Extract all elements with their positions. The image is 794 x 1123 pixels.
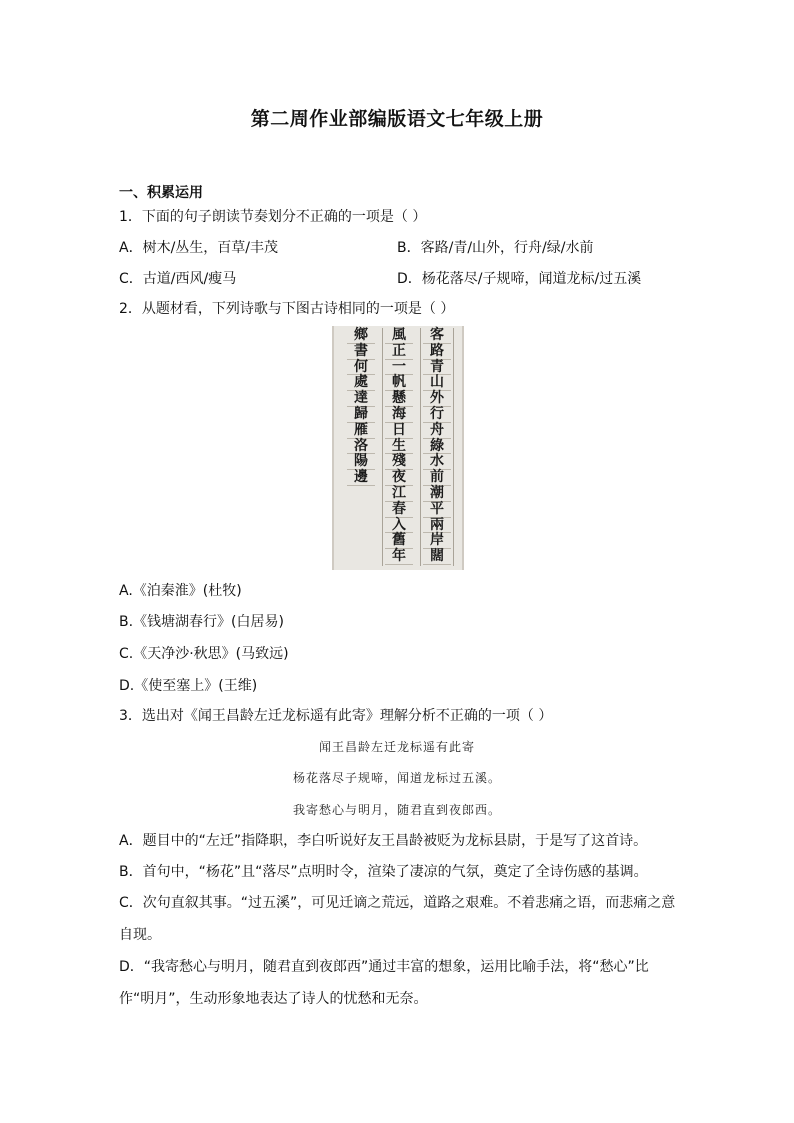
question-2-stem: 2．从题材看，下列诗歌与下图古诗相同的一项是（ ） (119, 301, 455, 317)
calligraphy-character: 江 (385, 486, 413, 502)
calligraphy-character: 路 (423, 344, 451, 360)
calligraphy-character: 陽 (347, 454, 375, 470)
section-heading: 一、积累运用 (119, 185, 203, 201)
calligraphy-character: 平 (423, 502, 451, 518)
calligraphy-character: 達 (347, 391, 375, 407)
calligraphy-character: 春 (385, 502, 413, 518)
calligraphy-character: 前 (423, 470, 451, 486)
question-1-option-a: A．树木/丛生，百草/丰茂 (119, 240, 279, 256)
calligraphy-character: 書 (347, 344, 375, 360)
calligraphy-character: 水 (423, 454, 451, 470)
question-1-option-d: D．杨花落尽/子规啼，闻道龙标/过五溪 (397, 271, 642, 287)
page-title: 第二周作业部编版语文七年级上册 (250, 108, 544, 130)
question-3-option-b: B．首句中，“杨花”且“落尽”点明时令，渲染了凄凉的气氛，奠定了全诗伤感的基调。 (119, 864, 648, 880)
calligraphy-poem-image (332, 326, 464, 570)
calligraphy-character: 帆 (385, 375, 413, 391)
calligraphy-character: 山 (423, 375, 451, 391)
calligraphy-character: 外 (423, 391, 451, 407)
poem-title: 闻王昌龄左迁龙标遥有此寄 (318, 740, 475, 754)
question-3-stem: 3．选出对《闻王昌龄左迁龙标遥有此寄》理解分析不正确的一项（ ） (119, 708, 553, 724)
poem-line-2: 我寄愁心与明月，随君直到夜郎西。 (292, 803, 501, 817)
calligraphy-character: 歸 (347, 407, 375, 423)
calligraphy-character: 處 (347, 375, 375, 391)
column-divider (382, 328, 383, 566)
calligraphy-character: 綠 (423, 439, 451, 455)
calligraphy-character: 風 (385, 328, 413, 344)
question-1-option-c: C．古道/西风/瘦马 (119, 271, 237, 287)
calligraphy-column-1 (422, 328, 452, 565)
calligraphy-character: 客 (423, 328, 451, 344)
calligraphy-character: 兩 (423, 518, 451, 534)
calligraphy-character: 洛 (347, 439, 375, 455)
calligraphy-character: 雁 (347, 423, 375, 439)
calligraphy-character: 正 (385, 344, 413, 360)
question-1-stem: 1．下面的句子朗读节奏划分不正确的一项是（ ） (119, 209, 427, 225)
calligraphy-character: 何 (347, 360, 375, 376)
calligraphy-character: 舊 (385, 533, 413, 549)
question-3-option-d: D．“我寄愁心与明月，随君直到夜郎西”通过丰富的想象，运用比喻手法，将“愁心”比作“明月”，生动形象地表达了诗人的忧愁和无奈。 (119, 959, 649, 1007)
calligraphy-character: 海 (385, 407, 413, 423)
calligraphy-character: 闊 (423, 549, 451, 565)
calligraphy-column-2 (384, 328, 414, 565)
calligraphy-character: 殘 (385, 454, 413, 470)
calligraphy-character: 年 (385, 549, 413, 565)
question-2-option-c: C.《天净沙·秋思》(马致远) (119, 646, 289, 662)
question-1-option-b: B．客路/青/山外，行舟/绿/水前 (397, 240, 594, 256)
calligraphy-character: 岸 (423, 533, 451, 549)
calligraphy-character: 日 (385, 423, 413, 439)
calligraphy-character: 青 (423, 360, 451, 376)
calligraphy-character: 一 (385, 360, 413, 376)
calligraphy-character: 夜 (385, 470, 413, 486)
column-divider (453, 328, 454, 566)
question-2-option-a: A.《泊秦淮》(杜牧) (119, 583, 242, 599)
calligraphy-character: 懸 (385, 391, 413, 407)
question-3-option-a: A．题目中的“左迁”指降职，李白听说好友王昌龄被贬为龙标县尉，于是写了这首诗。 (119, 833, 648, 849)
column-divider (420, 328, 421, 566)
calligraphy-character: 潮 (423, 486, 451, 502)
calligraphy-character: 行 (423, 407, 451, 423)
calligraphy-character: 鄉 (347, 328, 375, 344)
calligraphy-column-3 (346, 328, 376, 486)
calligraphy-character: 舟 (423, 423, 451, 439)
question-2-option-b: B.《钱塘湖春行》(白居易) (119, 614, 284, 630)
calligraphy-character: 入 (385, 518, 413, 534)
poem-line-1: 杨花落尽子规啼，闻道龙标过五溪。 (292, 771, 501, 785)
question-2-option-d: D.《使至塞上》(王维) (119, 678, 258, 694)
calligraphy-character: 生 (385, 439, 413, 455)
calligraphy-character: 邊 (347, 470, 375, 486)
question-3-option-c: C．次句直叙其事。“过五溪”，可见迁谪之荒远，道路之艰难。不着悲痛之语，而悲痛之意自现。 (119, 895, 676, 943)
